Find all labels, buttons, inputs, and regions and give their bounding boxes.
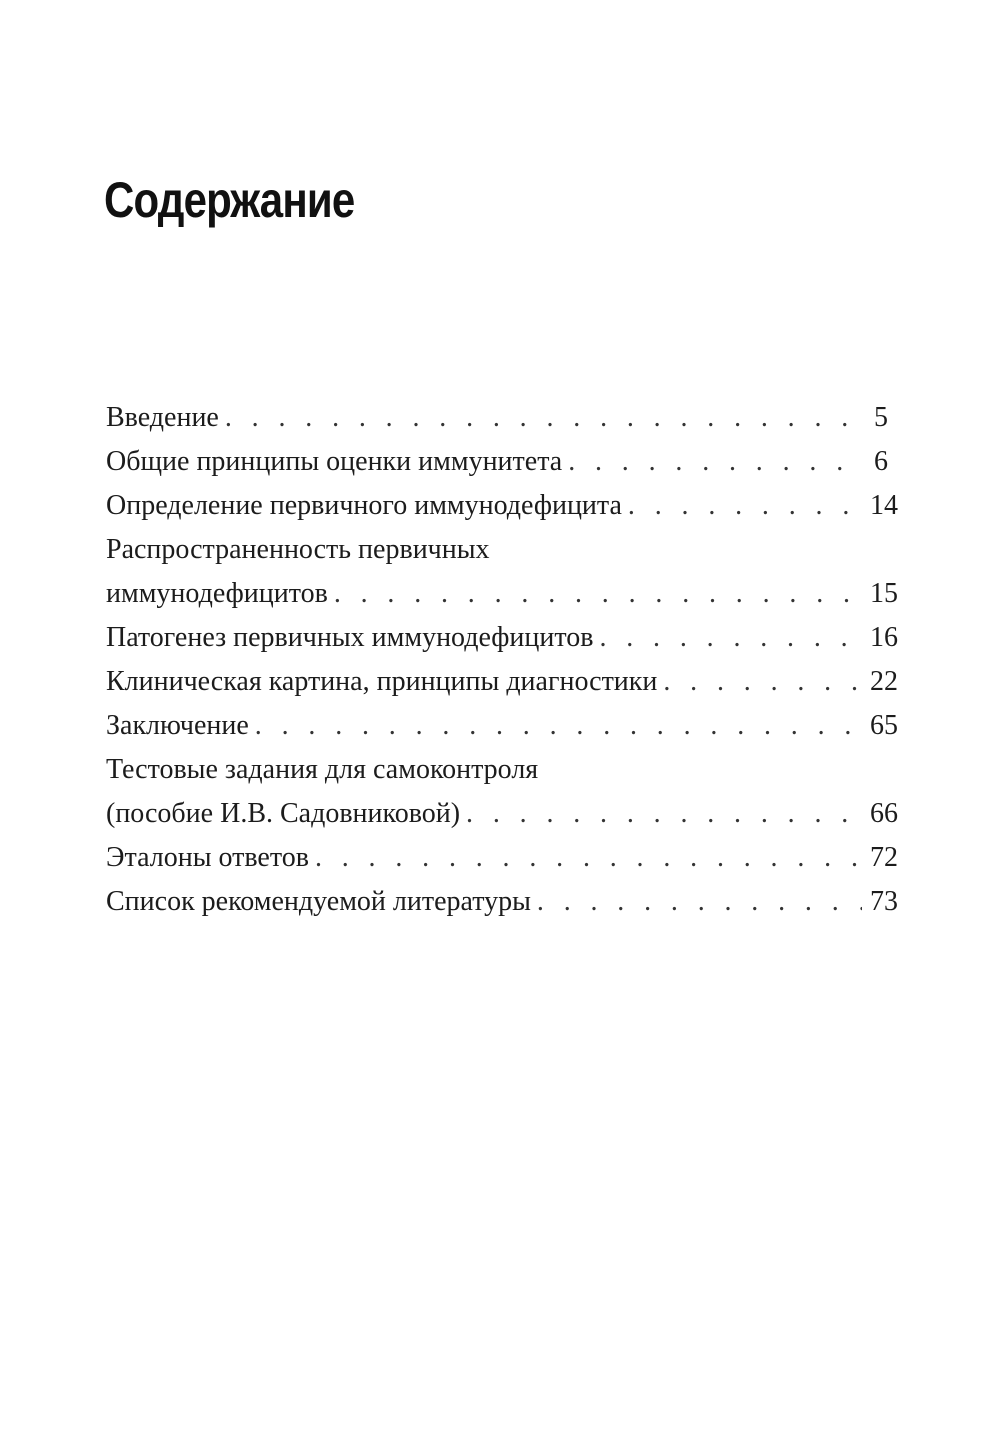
toc-entry-page: 72 [870, 842, 898, 873]
toc-entry [106, 440, 888, 484]
dot-leader [628, 484, 862, 528]
toc-entry-page: 73 [870, 886, 898, 917]
toc-entry-title-line1: Распространенность первичных [106, 534, 490, 565]
toc-entry-page: 5 [874, 402, 888, 433]
toc-entry-title: Общие принципы оценки иммунитета [106, 446, 563, 477]
dot-leader [466, 792, 862, 836]
toc-entry-title: Определение первичного иммунодефицита [106, 490, 622, 521]
toc-entry [106, 528, 898, 616]
dot-leader [537, 880, 862, 924]
toc-entry-page: 15 [870, 578, 898, 609]
toc-entry [106, 616, 898, 660]
toc-entry [106, 484, 898, 528]
toc-entry-page: 65 [870, 710, 898, 741]
toc-entry [106, 748, 898, 836]
toc-entry [106, 836, 898, 880]
toc-entry-page: 66 [870, 798, 898, 829]
toc-entry [106, 880, 898, 924]
toc-entry [106, 704, 898, 748]
table-of-contents [106, 396, 898, 924]
toc-entry-title: Патогенез первичных иммунодефицитов [106, 622, 594, 653]
toc-entry-title: Введение [106, 402, 219, 433]
toc-entry-title: Заключение [106, 710, 249, 741]
dot-leader [599, 616, 862, 660]
dot-leader [663, 660, 862, 704]
toc-entry-title-line2: (пособие И.В. Садовниковой) [106, 798, 461, 829]
toc-entry-title: Эталоны ответов [106, 842, 309, 873]
toc-entry-title-line2: иммунодефицитов [106, 578, 328, 609]
toc-entry [106, 660, 898, 704]
toc-entry-page: 6 [874, 446, 888, 477]
dot-leader [568, 440, 862, 484]
dot-leader [315, 836, 862, 880]
toc-entry-title: Клиническая картина, принципы диагностики [106, 666, 658, 697]
toc-entry [106, 396, 888, 440]
page-title: Содержание [104, 172, 355, 228]
dot-leader [255, 704, 862, 748]
dot-leader [225, 396, 862, 440]
toc-entry-title-line1: Тестовые задания для самоконтроля [106, 754, 539, 785]
toc-entry-page: 14 [870, 490, 898, 521]
dot-leader [334, 572, 862, 616]
toc-entry-page: 22 [870, 666, 898, 697]
toc-entry-page: 16 [870, 622, 898, 653]
toc-entry-title: Список рекомендуемой литературы [106, 886, 531, 917]
